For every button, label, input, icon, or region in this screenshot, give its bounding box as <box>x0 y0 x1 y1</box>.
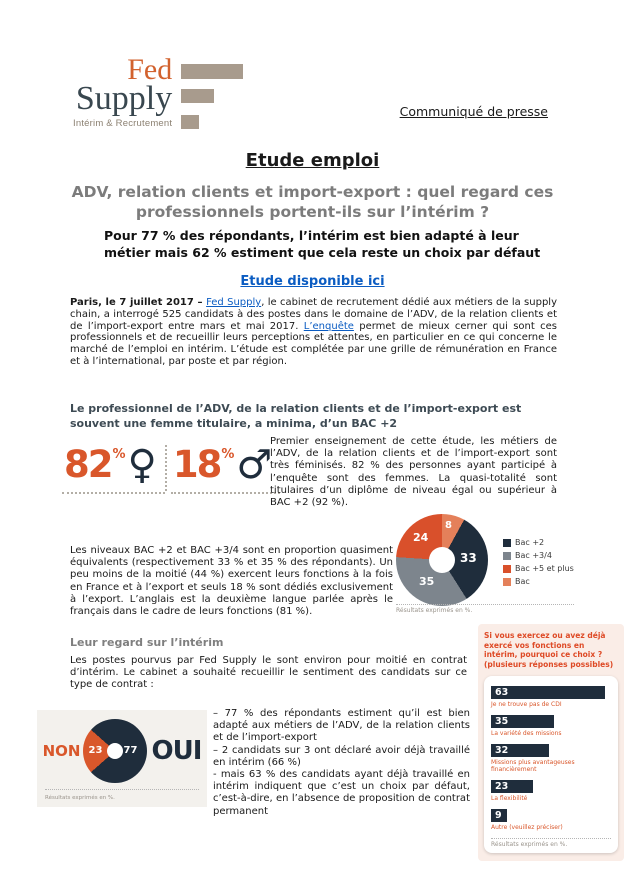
bar-label: Je ne trouve pas de CDI <box>491 701 562 709</box>
interim-reasons-panel <box>478 624 624 861</box>
donut-oui-non <box>83 719 147 783</box>
reasons-bar-chart <box>484 676 618 853</box>
dateline: Paris, le 7 juillet 2017 – <box>70 297 207 308</box>
bar-label: Autre (veuillez préciser) <box>491 824 563 832</box>
panel-title: Si vous exercez ou avez déjà exercé vos fonctions en intérim, pourquoi ce choix ? (plusieurs réponses possibles) <box>484 631 614 669</box>
bar-flexibilite: 23 <box>491 780 533 793</box>
bar-autre: 9 <box>491 809 507 822</box>
legend-swatch <box>503 565 511 573</box>
fed-supply-logo <box>73 53 243 129</box>
female-symbol-icon: ♀ <box>127 442 157 488</box>
page-subtitle: ADV, relation clients et import-export : quel regard ces professionnels portent-ils sur l’intérim ? <box>71 183 554 221</box>
slice-value-oui: 77 <box>123 745 138 756</box>
slice-value-bac: 8 <box>445 520 452 531</box>
bar-label: La variété des missions <box>491 730 562 738</box>
education-donut-chart <box>390 514 582 612</box>
bar-no-cdi: 63 <box>491 686 605 699</box>
female-percentage: 82 <box>64 443 112 486</box>
legend-swatch <box>503 539 511 547</box>
intro-paragraph: Paris, le 7 juillet 2017 – Fed Supply, le cabinet de recrutement dédié aux métiers de la supply chain, a interrogé 525 candidats à des postes dans le domaine de l’ADV, de la relation clients et de l’import-export entre mars et mai 2017. L’enquête permet de mieux cerner qui sont ces professionnels et de recueillir leurs perceptions et attentes, en particulier en ce qui concerne le marché de l’emploi en intérim. L’étude est complétée par une grille de rémunération en France et à l’international, par poste et par région. <box>70 297 557 367</box>
chart-footnote: Résultats exprimés en %. <box>396 604 574 614</box>
female-share: 82 % ♀ <box>62 443 165 494</box>
male-symbol-icon: ♂ <box>236 442 273 488</box>
donut-education <box>396 514 488 606</box>
press-release-label: Communiqué de presse <box>399 104 548 119</box>
slice-value-bac34: 35 <box>419 575 435 588</box>
legend-item: Bac +5 et plus <box>503 564 574 573</box>
male-share: 18 % ♂ <box>171 443 280 494</box>
logo-text <box>73 53 173 129</box>
legend-swatch <box>503 578 511 586</box>
donut-hole <box>107 743 123 759</box>
male-percentage: 18 <box>172 443 221 486</box>
fed-supply-link[interactable]: Fed Supply <box>206 297 262 308</box>
section-heading-profile: Le professionnel de l’ADV, de la relation clients et de l’import-export est souvent une femme titulaire, a minima, d’un BAC +2 <box>70 402 522 430</box>
oui-label: OUI <box>151 735 202 766</box>
page-title: Etude emploi <box>245 150 380 171</box>
slice-value-non: 23 <box>88 745 103 756</box>
bar-label: La flexibilité <box>491 795 528 803</box>
slice-value-bac5: 24 <box>413 531 429 544</box>
bullet-item: - mais 63 % des candidats ayant déjà travaillé en intérim indiquent que c’est un choix par défaut, c’est-à-dire, en l’absence de proposition de contrat permanent <box>213 769 470 817</box>
chart-footnote: Résultats exprimés en %. <box>491 838 611 848</box>
paragraph-education-levels: Les niveaux BAC +2 et BAC +3/4 sont en proportion quasiment équivalents (respectivement 33 % et 35 % des répondants). Un peu moins de la moitié (44 %) exercent leurs fonctions à la fois en France et à l’export et seuls 18 % sont dédiés exclusivement à l’export. L’anglais est la deuxième langue parlée après le français dans le cadre de leurs fonctions (81 %). <box>70 545 393 618</box>
donut-hole <box>429 547 455 573</box>
legend-swatch <box>503 552 511 560</box>
legend-item: Bac +2 <box>503 538 574 547</box>
logo-word-fed: Fed <box>127 53 173 86</box>
education-legend <box>503 538 574 590</box>
key-finding: Pour 77 % des répondants, l’intérim est bien adapté à leur métier mais 62 % estiment que cela reste un choix par défaut <box>104 228 541 260</box>
bar-variete: 35 <box>491 715 554 728</box>
logo-word-supply: Supply <box>75 80 173 117</box>
enquete-link[interactable]: L’enquête <box>303 320 354 332</box>
slice-value-bac2: 33 <box>460 551 477 565</box>
study-available-link[interactable]: Etude disponible ici <box>240 274 385 289</box>
logo-f-bars-icon <box>181 64 243 129</box>
bar-avantageuses: 32 <box>491 744 549 757</box>
paragraph-gender: Premier enseignement de cette étude, les métiers de l’ADV, de la relation clients et de l’import-export sont très féminisés. 82 % des personnes ayant participé à l’enquête sont des femmes. La quasi-totalité sont titulaires d’un diplôme de niveau égal ou supérieur à BAC +2 (92 %). <box>270 436 557 509</box>
non-label: NON <box>42 741 81 760</box>
study-link-wrap <box>0 270 625 289</box>
oui-non-figure <box>37 710 207 807</box>
interim-opinion-block <box>42 708 470 818</box>
chart-footnote: Résultats exprimés en %. <box>45 789 199 804</box>
paragraph-interim: Les postes pourvus par Fed Supply le sont environ pour moitié en contrat d’intérim. Le cabinet a souhaité recueillir le sentiment des candidats sur ce type de contrat : <box>70 655 467 691</box>
bullet-item: – 77 % des répondants estiment qu’il est bien adapté aux métiers de l’ADV, de la relation clients et de l’import-export <box>213 708 470 744</box>
dotted-divider <box>165 445 167 491</box>
bar-label: Missions plus avantageuses financièrement <box>491 759 575 774</box>
gender-split-figure <box>62 443 280 494</box>
logo-tagline: Intérim & Recrutement <box>73 118 173 129</box>
legend-item: Bac <box>503 577 574 586</box>
legend-item: Bac +3/4 <box>503 551 574 560</box>
section-heading-interim: Leur regard sur l’intérim <box>70 636 224 649</box>
bullet-item: – 2 candidats sur 3 ont déclaré avoir déjà travaillé en intérim (66 %) <box>213 744 470 768</box>
